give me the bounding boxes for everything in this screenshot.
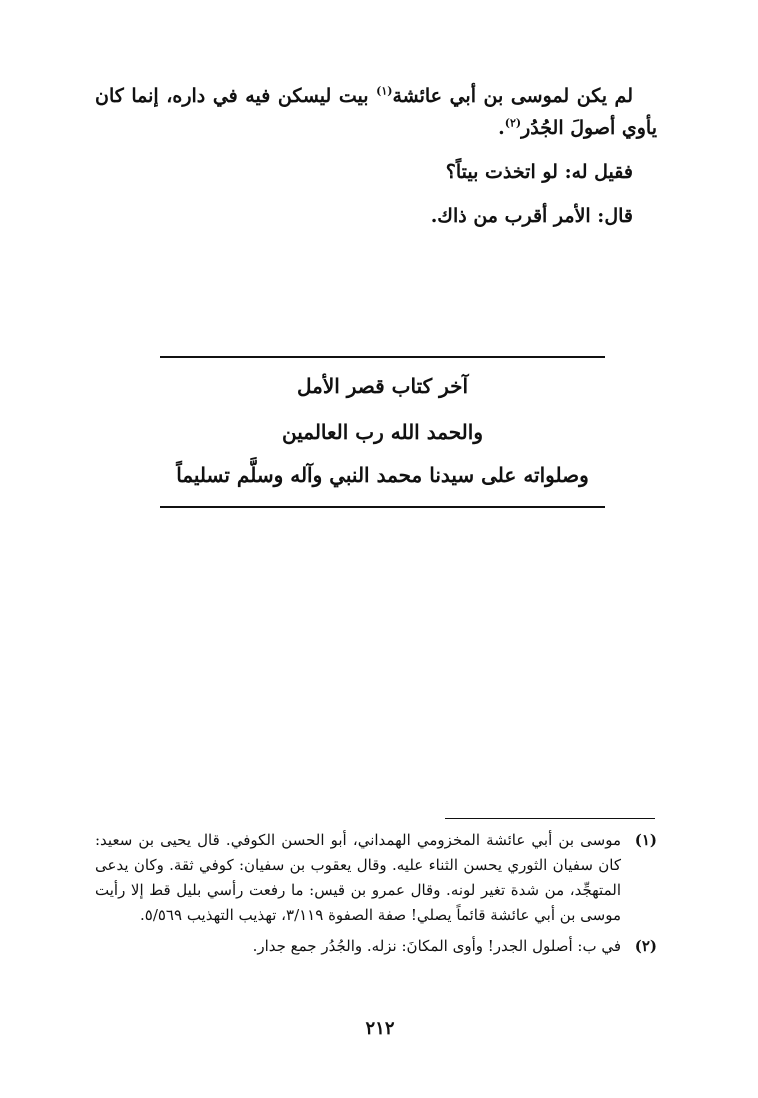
closing-bottom-rule — [160, 506, 605, 508]
footnotes — [95, 828, 657, 965]
closing-line-1: آخر كتاب قصر الأمل — [296, 374, 469, 398]
paragraph-musa — [95, 80, 657, 144]
closing-line-2: والحمد الله رب العالمين — [282, 420, 483, 444]
footnote-ref-2: (٢) — [504, 116, 522, 130]
footnote-text: في ب: أصلول الجدر! وأوى المكانَ: نزله. والجُدُر جمع جدار. — [252, 937, 621, 955]
footnote-number: (٢) — [634, 937, 657, 955]
footnote-2 — [95, 934, 657, 959]
page-number: ٢١٢ — [365, 1018, 395, 1039]
question-line: فقيل له: لو اتخذت بيتاً؟ — [445, 161, 633, 183]
footnote-1 — [95, 828, 657, 928]
footnote-separator — [445, 818, 655, 819]
footnote-number: (١) — [634, 831, 657, 849]
main-text — [95, 80, 657, 232]
closing-line-3: وصلواته على سيدنا محمد النبي وآله وسلَّم تسليماً — [176, 463, 589, 487]
footnote-text: موسى بن أبي عائشة المخزومي الهمداني، أبو الحسن الكوفي. قال يحيى بن سعيد: كان سفيان الثوري يحسن الثناء عليه. وقال يعقوب بن سفيان: كوفي ثقة. وكان يدعى المتهجِّد، من شدة تغير لونه. وقال عمرو بن قيس: ما رفعت رأسي بليل قط إلا رأيت موسى بن أبي عائشة قائماً يصلي! صفة الصفوة ٣/١١٩، تهذيب التهذيب ٥/٥٦٩. — [95, 831, 621, 924]
footnote-ref-1: (١) — [376, 84, 393, 98]
closing-top-rule — [160, 356, 605, 358]
paragraph-text-middle: بيت ليسكن فيه في داره، إنما كان يأوي أصولَ الجُدُر — [95, 85, 657, 139]
answer-line: قال: الأمر أقرب من ذاك. — [430, 205, 633, 227]
paragraph-text-end: . — [498, 117, 505, 139]
paragraph-text-start: لم يكن لموسى بن أبي عائشة — [392, 85, 633, 107]
